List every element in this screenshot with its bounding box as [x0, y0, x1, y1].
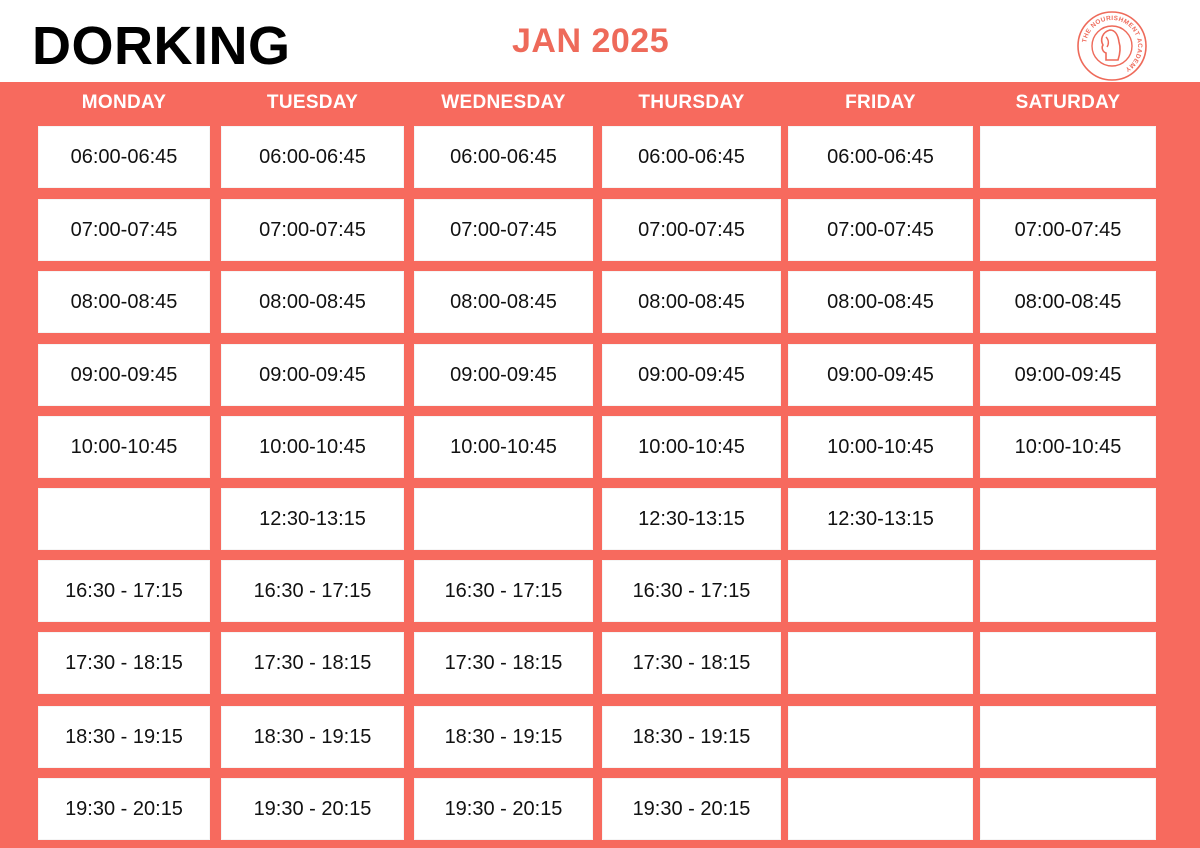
- class-slot: 17:30 - 18:15: [414, 632, 593, 694]
- class-slot: 10:00-10:45: [38, 416, 210, 478]
- class-slot: 07:00-07:45: [980, 199, 1156, 261]
- class-slot: 09:00-09:45: [602, 344, 781, 406]
- nourishment-academy-logo: [1076, 10, 1148, 82]
- class-slot: 08:00-08:45: [221, 271, 404, 333]
- day-header-saturday: SATURDAY: [1015, 92, 1121, 113]
- class-slot: 07:00-07:45: [221, 199, 404, 261]
- class-slot: 16:30 - 17:15: [38, 560, 210, 622]
- class-slot: 17:30 - 18:15: [38, 632, 210, 694]
- empty-slot: [788, 560, 973, 622]
- class-slot: 08:00-08:45: [980, 271, 1156, 333]
- empty-slot: [980, 778, 1156, 840]
- class-slot: 19:30 - 20:15: [414, 778, 593, 840]
- class-slot: 18:30 - 19:15: [38, 706, 210, 768]
- location-title: DORKING: [32, 16, 291, 76]
- class-slot: 08:00-08:45: [788, 271, 973, 333]
- day-header-thursday: THURSDAY: [638, 92, 745, 113]
- page-header: [0, 0, 1200, 82]
- class-slot: 09:00-09:45: [414, 344, 593, 406]
- class-slot: 19:30 - 20:15: [221, 778, 404, 840]
- class-slot: 19:30 - 20:15: [38, 778, 210, 840]
- class-slot: 07:00-07:45: [788, 199, 973, 261]
- class-slot: 16:30 - 17:15: [414, 560, 593, 622]
- class-slot: 17:30 - 18:15: [602, 632, 781, 694]
- class-slot: 09:00-09:45: [788, 344, 973, 406]
- svg-text:THE NOURISHMENT ACADEMY: THE NOURISHMENT ACADEMY: [1081, 14, 1144, 73]
- class-slot: 07:00-07:45: [602, 199, 781, 261]
- empty-slot: [980, 706, 1156, 768]
- day-header-tuesday: TUESDAY: [266, 92, 359, 113]
- class-slot: 17:30 - 18:15: [221, 632, 404, 694]
- timetable: [0, 82, 1200, 848]
- class-slot: 06:00-06:45: [414, 126, 593, 188]
- class-slot: 06:00-06:45: [602, 126, 781, 188]
- empty-slot: [788, 706, 973, 768]
- class-slot: 09:00-09:45: [38, 344, 210, 406]
- day-header-monday: MONDAY: [81, 92, 167, 113]
- empty-slot: [980, 126, 1156, 188]
- class-slot: 10:00-10:45: [221, 416, 404, 478]
- day-header-friday: FRIDAY: [845, 92, 916, 113]
- class-slot: 12:30-13:15: [788, 488, 973, 550]
- empty-slot: [414, 488, 593, 550]
- class-slot: 10:00-10:45: [788, 416, 973, 478]
- class-slot: 10:00-10:45: [980, 416, 1156, 478]
- month-title: JAN 2025: [512, 22, 670, 60]
- empty-slot: [980, 560, 1156, 622]
- empty-slot: [788, 778, 973, 840]
- class-slot: 07:00-07:45: [38, 199, 210, 261]
- class-slot: 09:00-09:45: [980, 344, 1156, 406]
- class-slot: 08:00-08:45: [414, 271, 593, 333]
- class-slot: 09:00-09:45: [221, 344, 404, 406]
- class-slot: 08:00-08:45: [602, 271, 781, 333]
- class-slot: 16:30 - 17:15: [602, 560, 781, 622]
- class-slot: 12:30-13:15: [602, 488, 781, 550]
- class-slot: 06:00-06:45: [38, 126, 210, 188]
- class-slot: 10:00-10:45: [414, 416, 593, 478]
- class-slot: 06:00-06:45: [788, 126, 973, 188]
- class-slot: 18:30 - 19:15: [221, 706, 404, 768]
- empty-slot: [788, 632, 973, 694]
- class-slot: 06:00-06:45: [221, 126, 404, 188]
- class-slot: 18:30 - 19:15: [414, 706, 593, 768]
- class-slot: 10:00-10:45: [602, 416, 781, 478]
- empty-slot: [38, 488, 210, 550]
- class-slot: 18:30 - 19:15: [602, 706, 781, 768]
- class-slot: 12:30-13:15: [221, 488, 404, 550]
- class-slot: 07:00-07:45: [414, 199, 593, 261]
- day-header-wednesday: WEDNESDAY: [441, 92, 566, 113]
- class-slot: 16:30 - 17:15: [221, 560, 404, 622]
- empty-slot: [980, 632, 1156, 694]
- class-slot: 19:30 - 20:15: [602, 778, 781, 840]
- empty-slot: [980, 488, 1156, 550]
- class-slot: 08:00-08:45: [38, 271, 210, 333]
